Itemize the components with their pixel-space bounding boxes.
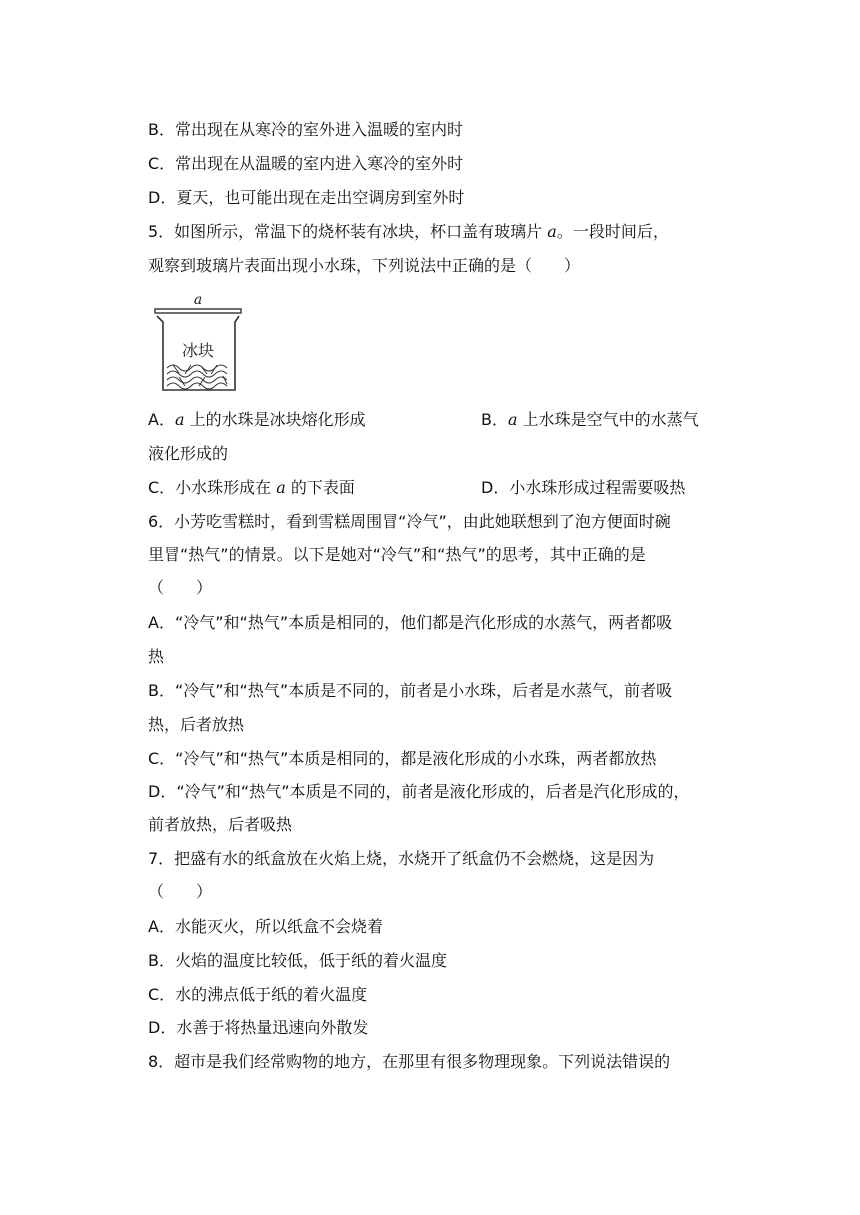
q6-option-b-line-1: B．“冷气”和“热气”本质是不同的，前者是小水珠，后者是水蒸气，前者吸 xyxy=(148,681,673,700)
glass-plate xyxy=(155,309,241,313)
q4-option-d: D．夏天，也可能出现在走出空调房到室外时 xyxy=(148,188,465,207)
ice-cubes xyxy=(167,365,227,389)
q5-stem-line-2: 观察到玻璃片表面出现小水珠，下列说法中正确的是（ ） xyxy=(148,256,581,275)
q6-option-d-line-2: 前者放热，后者吸热 xyxy=(148,815,293,834)
q6-option-d-line-1: D．“冷气”和“热气”本质是不同的，前者是液化形成的，后者是汽化形成的， xyxy=(148,782,690,801)
q6-option-c: C．“冷气”和“热气”本质是相同的，都是液化形成的小水珠，两者都放热 xyxy=(148,749,657,768)
q7-option-b: B．火焰的温度比较低，低于纸的着火温度 xyxy=(148,951,447,970)
q5-option-c: C．小水珠形成在 a 的下表面 xyxy=(148,478,355,497)
q7-option-a: A．水能灭火，所以纸盒不会烧着 xyxy=(148,917,383,936)
q5-option-b: B．a 上水珠是空气中的水蒸气 xyxy=(481,410,699,429)
q6-stem-line-1: 6．小芳吃雪糕时，看到雪糕周围冒“冷气”，由此她联想到了泡方便面时碗 xyxy=(148,512,671,531)
q7-stem-line-2: （ ） xyxy=(148,882,213,901)
q7-option-d: D．水善于将热量迅速向外散发 xyxy=(148,1018,369,1037)
q5-option-d: D．小水珠形成过程需要吸热 xyxy=(481,478,686,497)
q5-option-b-cont: 液化形成的 xyxy=(148,444,229,463)
q7-stem-line-1: 7．把盛有水的纸盒放在火焰上烧，水烧开了纸盒仍不会燃烧，这是因为 xyxy=(148,849,655,868)
q5-stem-line-1: 5．如图所示，常温下的烧杯装有冰块，杯口盖有玻璃片 a。一段时间后， xyxy=(148,222,669,241)
beaker-figure xyxy=(153,292,243,396)
q6-option-a-line-2: 热 xyxy=(148,647,165,666)
glass-plate-label: a xyxy=(193,292,203,308)
q6-option-b-line-2: 热，后者放热 xyxy=(148,715,245,734)
ice-label: 冰块 xyxy=(181,341,215,360)
q5-option-a: A．a 上的水珠是冰块熔化形成 xyxy=(148,410,366,429)
q4-option-b: B．常出现在从寒冷的室外进入温暖的室内时 xyxy=(148,120,463,139)
q7-option-c: C．水的沸点低于纸的着火温度 xyxy=(148,985,368,1004)
q6-option-a-line-1: A．“冷气”和“热气”本质是相同的，他们都是汽化形成的水蒸气，两者都吸 xyxy=(148,613,673,632)
q8-stem-line-1: 8．超市是我们经常购物的地方，在那里有很多物理现象。下列说法错误的 xyxy=(148,1052,671,1071)
q4-option-c: C．常出现在从温暖的室内进入寒冷的室外时 xyxy=(148,154,464,173)
q6-stem-line-2: 里冒“热气”的情景。以下是她对“冷气”和“热气”的思考，其中正确的是 xyxy=(148,545,646,564)
q6-stem-line-3: （ ） xyxy=(148,578,213,597)
